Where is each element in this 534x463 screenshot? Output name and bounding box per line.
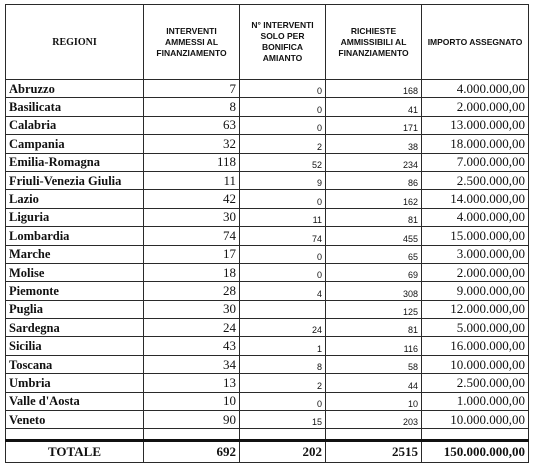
richieste-value: 10: [326, 392, 422, 410]
table-row: [6, 190, 529, 208]
region-name: Campania: [6, 135, 144, 153]
funding-table-container: [5, 4, 528, 463]
region-name: Calabria: [6, 116, 144, 134]
table-row: [6, 116, 529, 134]
interventi-ammessi-value: 30: [144, 208, 240, 226]
region-name: Toscana: [6, 355, 144, 373]
bonifica-value: 2: [240, 374, 326, 392]
importo-value: 16.000.000,00: [422, 337, 529, 355]
region-name: Umbria: [6, 374, 144, 392]
table-row: [6, 300, 529, 318]
richieste-value: 58: [326, 355, 422, 373]
region-name: Friuli-Venezia Giulia: [6, 171, 144, 189]
interventi-ammessi-value: 13: [144, 374, 240, 392]
table-row: [6, 355, 529, 373]
interventi-ammessi-value: 90: [144, 411, 240, 429]
interventi-ammessi-value: 28: [144, 282, 240, 300]
importo-value: 5.000.000,00: [422, 319, 529, 337]
richieste-value: 38: [326, 135, 422, 153]
spacer-cell: [422, 429, 529, 441]
interventi-ammessi-value: 74: [144, 227, 240, 245]
interventi-ammessi-value: 11: [144, 171, 240, 189]
bonifica-value: 9: [240, 171, 326, 189]
region-name: Molise: [6, 263, 144, 281]
table-row: [6, 392, 529, 410]
importo-value: 10.000.000,00: [422, 411, 529, 429]
bonifica-value: 0: [240, 80, 326, 98]
richieste-value: 162: [326, 190, 422, 208]
interventi-ammessi-value: 43: [144, 337, 240, 355]
region-name: Abruzzo: [6, 80, 144, 98]
richieste-value: 168: [326, 80, 422, 98]
table-row: [6, 227, 529, 245]
bonifica-value: 0: [240, 98, 326, 116]
table-row: [6, 80, 529, 98]
richieste-value: 65: [326, 245, 422, 263]
bonifica-value: [240, 300, 326, 318]
interventi-ammessi-value: 118: [144, 153, 240, 171]
richieste-value: 41: [326, 98, 422, 116]
bonifica-value: 8: [240, 355, 326, 373]
table-row: [6, 153, 529, 171]
interventi-ammessi-value: 32: [144, 135, 240, 153]
interventi-ammessi-value: 18: [144, 263, 240, 281]
total-bonifica: 202: [240, 441, 326, 463]
bonifica-value: 0: [240, 263, 326, 281]
importo-value: 2.000.000,00: [422, 98, 529, 116]
interventi-ammessi-value: 42: [144, 190, 240, 208]
bonifica-value: 4: [240, 282, 326, 300]
interventi-ammessi-value: 63: [144, 116, 240, 134]
richieste-value: 116: [326, 337, 422, 355]
importo-value: 7.000.000,00: [422, 153, 529, 171]
richieste-value: 455: [326, 227, 422, 245]
richieste-value: 308: [326, 282, 422, 300]
importo-value: 2.500.000,00: [422, 171, 529, 189]
richieste-value: 203: [326, 411, 422, 429]
richieste-value: 81: [326, 208, 422, 226]
interventi-ammessi-value: 30: [144, 300, 240, 318]
richieste-value: 86: [326, 171, 422, 189]
header-interventi-ammessi: INTERVENTI AMMESSI AL FINANZIAMENTO: [144, 5, 240, 80]
importo-value: 2.500.000,00: [422, 374, 529, 392]
importo-value: 1.000.000,00: [422, 392, 529, 410]
importo-value: 13.000.000,00: [422, 116, 529, 134]
region-name: Veneto: [6, 411, 144, 429]
bonifica-value: 0: [240, 392, 326, 410]
table-row: [6, 282, 529, 300]
spacer-cell: [6, 429, 144, 441]
header-row: [6, 5, 529, 80]
richieste-value: 69: [326, 263, 422, 281]
bonifica-value: 74: [240, 227, 326, 245]
importo-value: 12.000.000,00: [422, 300, 529, 318]
importo-value: 2.000.000,00: [422, 263, 529, 281]
interventi-ammessi-value: 24: [144, 319, 240, 337]
header-importo-assegnato: IMPORTO ASSEGNATO: [422, 5, 529, 80]
spacer-cell: [326, 429, 422, 441]
region-name: Emilia-Romagna: [6, 153, 144, 171]
spacer-cell: [144, 429, 240, 441]
bonifica-value: 15: [240, 411, 326, 429]
table-row: [6, 337, 529, 355]
region-name: Liguria: [6, 208, 144, 226]
interventi-ammessi-value: 10: [144, 392, 240, 410]
richieste-value: 44: [326, 374, 422, 392]
funding-table: [5, 4, 529, 463]
table-row: [6, 208, 529, 226]
bonifica-value: 1: [240, 337, 326, 355]
table-row: [6, 171, 529, 189]
importo-value: 15.000.000,00: [422, 227, 529, 245]
table-row: [6, 245, 529, 263]
importo-value: 4.000.000,00: [422, 208, 529, 226]
importo-value: 3.000.000,00: [422, 245, 529, 263]
importo-value: 10.000.000,00: [422, 355, 529, 373]
region-name: Lazio: [6, 190, 144, 208]
spacer-row: [6, 429, 529, 441]
table-body: [6, 80, 529, 463]
interventi-ammessi-value: 8: [144, 98, 240, 116]
interventi-ammessi-value: 7: [144, 80, 240, 98]
bonifica-value: 0: [240, 190, 326, 208]
region-name: Piemonte: [6, 282, 144, 300]
table-row: [6, 374, 529, 392]
total-label: TOTALE: [6, 441, 144, 463]
region-name: Sardegna: [6, 319, 144, 337]
bonifica-value: 0: [240, 116, 326, 134]
richieste-value: 125: [326, 300, 422, 318]
importo-value: 4.000.000,00: [422, 80, 529, 98]
importo-value: 18.000.000,00: [422, 135, 529, 153]
bonifica-value: 11: [240, 208, 326, 226]
region-name: Puglia: [6, 300, 144, 318]
table-row: [6, 411, 529, 429]
total-row: [6, 441, 529, 463]
region-name: Valle d'Aosta: [6, 392, 144, 410]
bonifica-value: 24: [240, 319, 326, 337]
table-row: [6, 98, 529, 116]
richieste-value: 234: [326, 153, 422, 171]
region-name: Lombardia: [6, 227, 144, 245]
richieste-value: 81: [326, 319, 422, 337]
total-importo: 150.000.000,00: [422, 441, 529, 463]
total-ammessi: 692: [144, 441, 240, 463]
table-row: [6, 135, 529, 153]
richieste-value: 171: [326, 116, 422, 134]
table-row: [6, 319, 529, 337]
spacer-cell: [240, 429, 326, 441]
interventi-ammessi-value: 34: [144, 355, 240, 373]
total-richieste: 2515: [326, 441, 422, 463]
region-name: Marche: [6, 245, 144, 263]
region-name: Sicilia: [6, 337, 144, 355]
importo-value: 9.000.000,00: [422, 282, 529, 300]
bonifica-value: 0: [240, 245, 326, 263]
importo-value: 14.000.000,00: [422, 190, 529, 208]
header-regioni: REGIONI: [6, 5, 144, 80]
region-name: Basilicata: [6, 98, 144, 116]
header-richieste-ammissibili: RICHIESTE AMMISSIBILI AL FINANZIAMENTO: [326, 5, 422, 80]
bonifica-value: 2: [240, 135, 326, 153]
header-interventi-bonifica: N° INTERVENTI SOLO PER BONIFICA AMIANTO: [240, 5, 326, 80]
interventi-ammessi-value: 17: [144, 245, 240, 263]
bonifica-value: 52: [240, 153, 326, 171]
table-row: [6, 263, 529, 281]
